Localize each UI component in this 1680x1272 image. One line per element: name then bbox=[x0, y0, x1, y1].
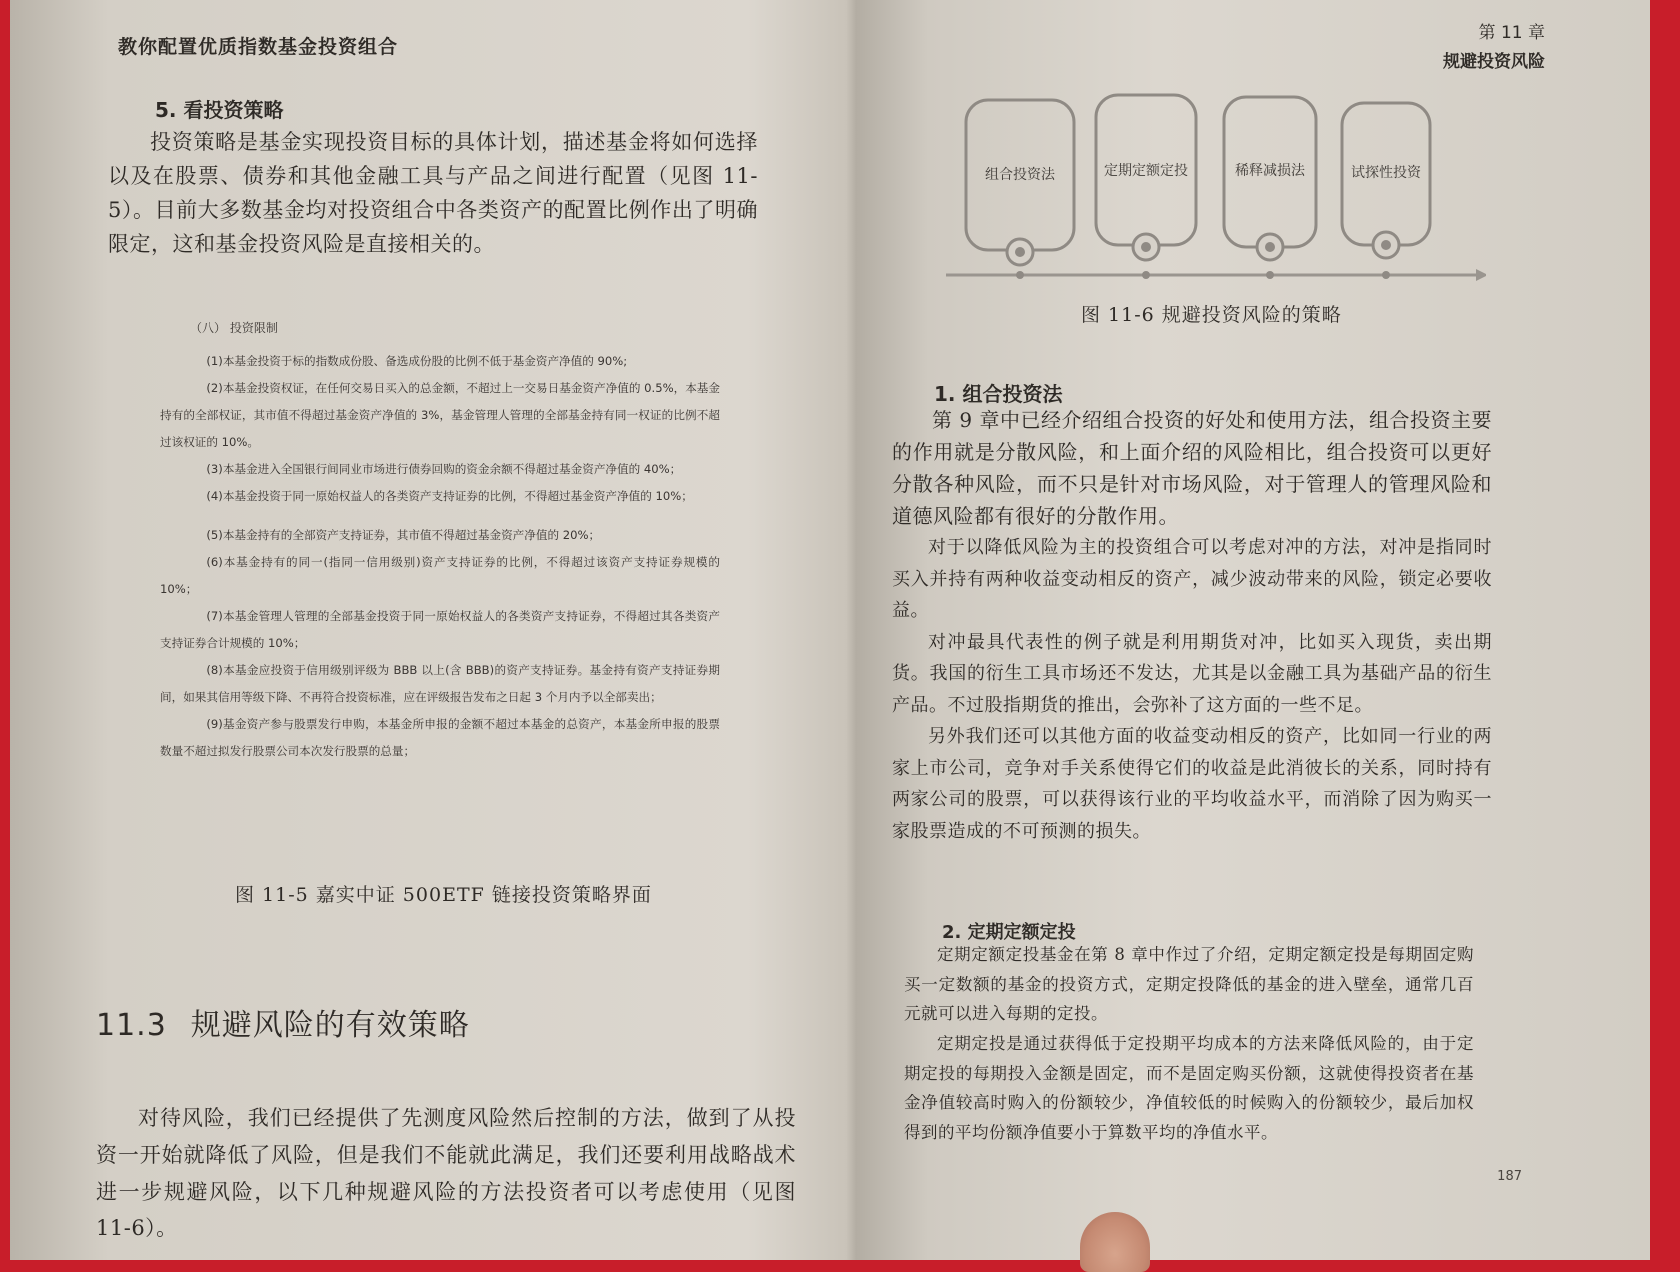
chapter-title: 规避投资风险 bbox=[1443, 52, 1545, 72]
restriction-item: (2)本基金投资权证，在任何交易日买入的总金额，不超过上一交易日基金资产净值的 0.5%，本基金持有的全部权证，其市值不得超过基金资产净值的 3%，基金管理人管理的全部基金持有同一权证的比例不超过该权证的 10%。 bbox=[160, 381, 720, 449]
section-2-body bbox=[904, 940, 1474, 1148]
paragraph: 第 9 章中已经介绍组合投资的好处和使用方法，组合投资主要的作用就是分散风险，和上面介绍的风险相比，组合投资可以更好分散各种风险，而不只是针对市场风险，对于管理人的管理风险和道德风险都有很好的分散作用。 bbox=[892, 408, 1492, 528]
figure-box-title: （八） 投资限制 bbox=[190, 321, 278, 335]
strategy-label: 组合投资法 bbox=[985, 167, 1055, 183]
section-11-3-heading bbox=[96, 1000, 470, 1044]
section-2-heading: 2. 定期定额定投 bbox=[942, 922, 1076, 943]
paragraph: 定期定额定投基金在第 8 章中作过了介绍，定期定额定投是每期固定购买一定数额的基金的投资方式，定期定投降低的基金的进入壁垒，通常几百元就可以进入每期的定投。 bbox=[904, 945, 1474, 1024]
figure-11-5-screenshot bbox=[160, 315, 720, 765]
figure-11-6-caption: 图 11-6 规避投资风险的策略 bbox=[1081, 304, 1342, 326]
restriction-item: (7)本基金管理人管理的全部基金投资于同一原始权益人的各类资产支持证券，不得超过其各类资产支持证券合计规模的 10%； bbox=[160, 609, 720, 650]
arrow-head-icon bbox=[1476, 269, 1486, 281]
paragraph: 另外我们还可以其他方面的收益变动相反的资产，比如同一行业的两家上市公司，竞争对手关系使得它们的收益是此消彼长的关系，同时持有两家公司的股票，可以获得该行业的平均收益水平，而消除了因为购买一家股票造成的不可预测的损失。 bbox=[892, 726, 1492, 842]
restriction-item: (9)基金资产参与股票发行申购，本基金所申报的金额不超过本基金的总资产，本基金所申报的股票数量不超过拟发行股票公司本次发行股票的总量； bbox=[160, 717, 720, 758]
section-5-heading: 5. 看投资策略 bbox=[155, 98, 284, 122]
section-number: 11.3 bbox=[96, 1008, 167, 1043]
restriction-item: (8)本基金应投资于信用级别评级为 BBB 以上(含 BBB)的资产支持证券。基金持有资产支持证券期间，如果其信用等级下降、不再符合投资标准，应在评级报告发布之日起 3 个月内予以全部卖出； bbox=[160, 663, 720, 704]
paragraph: 对冲最具代表性的例子就是利用期货对冲，比如买入现货，卖出期货。我国的衍生工具市场还不发达，尤其是以金融工具为基础产品的衍生产品。不过股指期货的推出，会弥补了这方面的一些不足。 bbox=[892, 631, 1492, 716]
right-page bbox=[886, 0, 1650, 1260]
section-1-body bbox=[892, 404, 1492, 847]
strategy-label: 稀释减损法 bbox=[1235, 163, 1305, 179]
section-title: 规避风险的有效策略 bbox=[190, 1008, 470, 1043]
restriction-item: (3)本基金进入全国银行间同业市场进行债券回购的资金余额不得超过基金资产净值的 40%； bbox=[206, 462, 682, 476]
strategy-label: 定期定额定投 bbox=[1104, 163, 1188, 179]
strategy-card bbox=[1096, 95, 1196, 279]
left-page bbox=[10, 0, 860, 1260]
page-number: 187 bbox=[1497, 1169, 1522, 1184]
restriction-item: (4)本基金投资于同一原始权益人的各类资产支持证券的比例，不得超过基金资产净值的 10%； bbox=[206, 489, 693, 503]
open-book bbox=[10, 0, 1650, 1260]
figure-11-6-diagram bbox=[946, 85, 1486, 285]
section-5-paragraph: 投资策略是基金实现投资目标的具体计划，描述基金将如何选择以及在股票、债券和其他金融工具与产品之间进行配置（见图 11-5）。目前大多数基金均对投资组合中各类资产的配置比例作出了明确限定，这和基金投资风险是直接相关的。 bbox=[108, 130, 758, 257]
section-1-heading: 1. 组合投资法 bbox=[934, 382, 1063, 406]
figure-11-5-caption: 图 11-5 嘉实中证 500ETF 链接投资策略界面 bbox=[235, 884, 652, 906]
restriction-item: (5)本基金持有的全部资产支持证券，其市值不得超过基金资产净值的 20%； bbox=[206, 528, 601, 542]
restriction-item: (1)本基金投资于标的指数成份股、备选成份股的比例不低于基金资产净值的 90%; bbox=[206, 354, 628, 368]
paragraph: 对于以降低风险为主的投资组合可以考虑对冲的方法，对冲是指同时买入并持有两种收益变动相反的资产，减少波动带来的风险，锁定必要收益。 bbox=[892, 537, 1492, 621]
running-head-right bbox=[1443, 18, 1545, 72]
strategy-card bbox=[966, 100, 1074, 279]
running-head-left: 教你配置优质指数基金投资组合 bbox=[118, 36, 399, 58]
strategy-card bbox=[1224, 97, 1316, 279]
strategy-card bbox=[1342, 103, 1430, 279]
paragraph: 定期定投是通过获得低于定投期平均成本的方法来降低风险的，由于定期定投的每期投入金额是固定，而不是固定购买份额，这就使得投资者在基金净值较高时购入的份额较少，净值较低的时候购入的份额较少，最后加权得到的平均份额净值要小于算数平均的净值水平。 bbox=[904, 1034, 1474, 1143]
section-11-3-paragraph: 对待风险，我们已经提供了先测度风险然后控制的方法，做到了从投资一开始就降低了风险，但是我们不能就此满足，我们还要利用战略战术进一步规避风险，以下几种规避风险的方法投资者可以考虑使用（见图 11-6）。 bbox=[96, 1106, 796, 1241]
strategy-label: 试探性投资 bbox=[1351, 165, 1421, 181]
chapter-number: 第 11 章 bbox=[1478, 23, 1545, 43]
restriction-item: (6)本基金持有的同一(指同一信用级别)资产支持证券的比例，不得超过该资产支持证券规模的 10%； bbox=[160, 555, 720, 596]
